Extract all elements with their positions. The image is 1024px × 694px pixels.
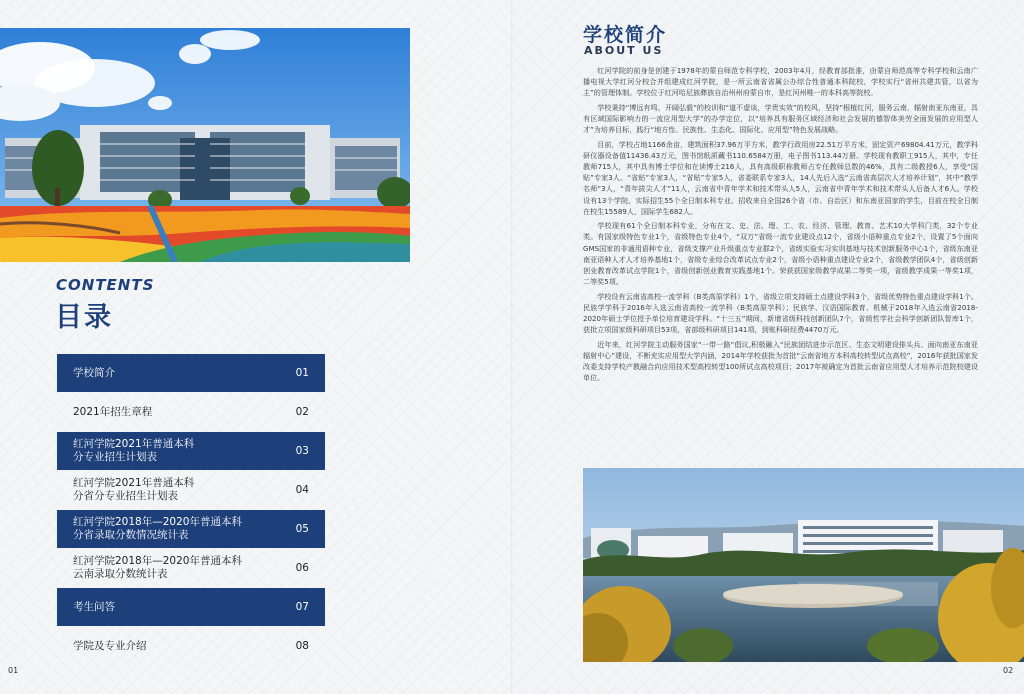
toc-item-admission-charter[interactable] (57, 393, 325, 431)
toc-item-province-scores[interactable] (57, 510, 325, 548)
about-title-en: ABOUT US (584, 44, 664, 57)
about-paragraph: 红河学院的前身是创建于1978年的蒙自师范专科学校，2003年4月，经教育部批准，由蒙自师范高等专科学校和云南广播电视大学红河分校合并组建成红河学院，是一所云南省省属公办综合性普通本科院校，学校实行“省州共建共管，以省为主”的管理体制。学校位于红河哈尼族彝族自治州州府蒙自市，是红河州唯一的本科高等院校。 (583, 66, 978, 98)
toc-item-title: 红河学院2018年—2020年普通本科 分省录取分数情况统计表 (73, 516, 242, 541)
toc-item-page: 01 (295, 367, 309, 379)
toc-item-yunnan-scores[interactable] (57, 549, 325, 587)
about-paragraph: 近年来，红河学院主动服务国家“一带一路”倡议,积极融入“民族团结进步示范区、生态文明建设排头兵、面向南亚东南亚辐射中心”建设，不断充实应用型大学内涵，2014年学校获批为首批“云南省地方本科高校转型试点高校”，2016年获批国家发改委支持学校产教融合向应用技术型高校转型100所试点高校项目；2017年被确定为首批云南省应用型人才培养示范院校建设单位。 (583, 339, 978, 383)
toc-item-page: 08 (295, 640, 309, 652)
toc-item-page: 06 (295, 562, 309, 574)
toc-item-colleges[interactable] (57, 627, 325, 665)
about-paragraph: 学校现有61个全日制本科专业，分布在文、史、法、理、工、农、经济、管理、教育、艺术10大学科门类，32个专业类。有国家级特色专业1个，省级特色专业4个，“双万”省级一流专业建设点12个，省级小语种重点专业2个，设置了5个面向GMS国家的非通用语种专业，省级支撑产业升级重点专业群2个，省级实验实习实训基地与技术创新服务中心1个，省级东南亚南亚语种人才人才培养基地1个，省级专业综合改革试点专业2个，省级小语种重点建设专业2个，省级教学团队4个，省级创新创业教育改革试点学院1个，省级创新创业教育实践基地1个。荣获获国家级教学成果二等奖一项，省级教学成果一等奖1项，二等奖5项。 (583, 221, 978, 287)
about-paragraph: 目前，学校占地1166余亩，建筑面积37.96万平方米，教学行政用房22.51万平方米，固定资产69804.41万元，教学科研仪器设备值11436.43万元，图书馆纸质藏书110.6584万册，电子图书113.44万册。学校现有教职工915人，其中，专任教师715人，其中具有博士学位和在读博士216人，具有高级职称教师占专任教师总数的46%，具有二级教授6人，享受“国贴”专家3人、“省贴”专家3人，“省贴”专家5人，省委联系专家3人，14人先后入选“云南省高层次人才培养计划”，其中“教学名师”3人，“青年拔尖人才”11人，云南省中青年学术和技术带头人5人，云南省中青年学术和技术带头人后备人才6人。学校设有13个学院，实际招生55个全日制本科专业。招收来自全国26个省（市、自治区）和东南亚国家的学生，目前在校全日制在校生15589人，国际学生682人。 (583, 139, 978, 216)
left-page-number: 01 (8, 666, 19, 675)
toc-item-title: 学校简介 (73, 366, 115, 379)
about-body (583, 65, 978, 387)
toc-item-faq[interactable] (57, 588, 325, 626)
toc-item-title: 红河学院2021年普通本科 分专业招生计划表 (73, 438, 195, 463)
contents-heading-zh: 目录 (55, 302, 113, 333)
toc-item-page: 02 (295, 406, 309, 418)
toc-item-title: 学院及专业介绍 (73, 639, 147, 652)
about-paragraph: 学校设有云南省高校一流学科（B类高原学科）1个，省级立项支持硕士点建设学科3个，省级优势特色重点建设学科1个。民族学学科于2016年入选云南省高校一流学科（B类高原学科）；民族学、汉语国际教育、机械于2018年入选云南省2018-2020年硕士学位授予单位培育建设学科。“十三五”期间，新增省级科技创新团队7个，省级哲学社会科学创新团队智库1个，获批立项国家级科研项目53项，省部级科研项目141项，到账科研经费4470万元。 (583, 291, 978, 335)
about-paragraph: 学校秉持“博远有鸣，开阔弘毅”的校训和“道不虚谈，学贵实效”的校风，坚持“根植红河，服务云南，辐射南亚东南亚，具有区域国际影响力的一流应用型大学”的办学定位，以“培养具有服务区域经济和社会发展的德智体美劳全面发展的应用型人才”为培养目标，践行“地方性、民族性、生态化、国际化、应用型”特色发展战略。 (583, 102, 978, 135)
campus-building-photo (0, 28, 410, 262)
toc-item-title: 红河学院2018年—2020年普通本科 云南录取分数统计表 (73, 555, 242, 580)
about-title-zh: 学校简介 (583, 24, 668, 46)
toc-item-page: 05 (295, 523, 309, 535)
table-of-contents (57, 354, 325, 666)
toc-item-page: 03 (295, 445, 309, 457)
campus-lake-photo (583, 468, 1024, 662)
toc-item-page: 04 (295, 484, 309, 496)
right-page-number: 02 (1003, 666, 1014, 675)
contents-heading-en: CONTENTS (56, 276, 155, 294)
toc-item-about[interactable] (57, 354, 325, 392)
toc-item-province-plan[interactable] (57, 471, 325, 509)
toc-item-title: 红河学院2021年普通本科 分省分专业招生计划表 (73, 477, 195, 502)
toc-item-title: 2021年招生章程 (73, 405, 153, 418)
toc-item-title: 考生问答 (73, 600, 115, 613)
page-gutter (511, 0, 513, 694)
toc-item-enrollment-plan[interactable] (57, 432, 325, 470)
toc-item-page: 07 (295, 601, 309, 613)
